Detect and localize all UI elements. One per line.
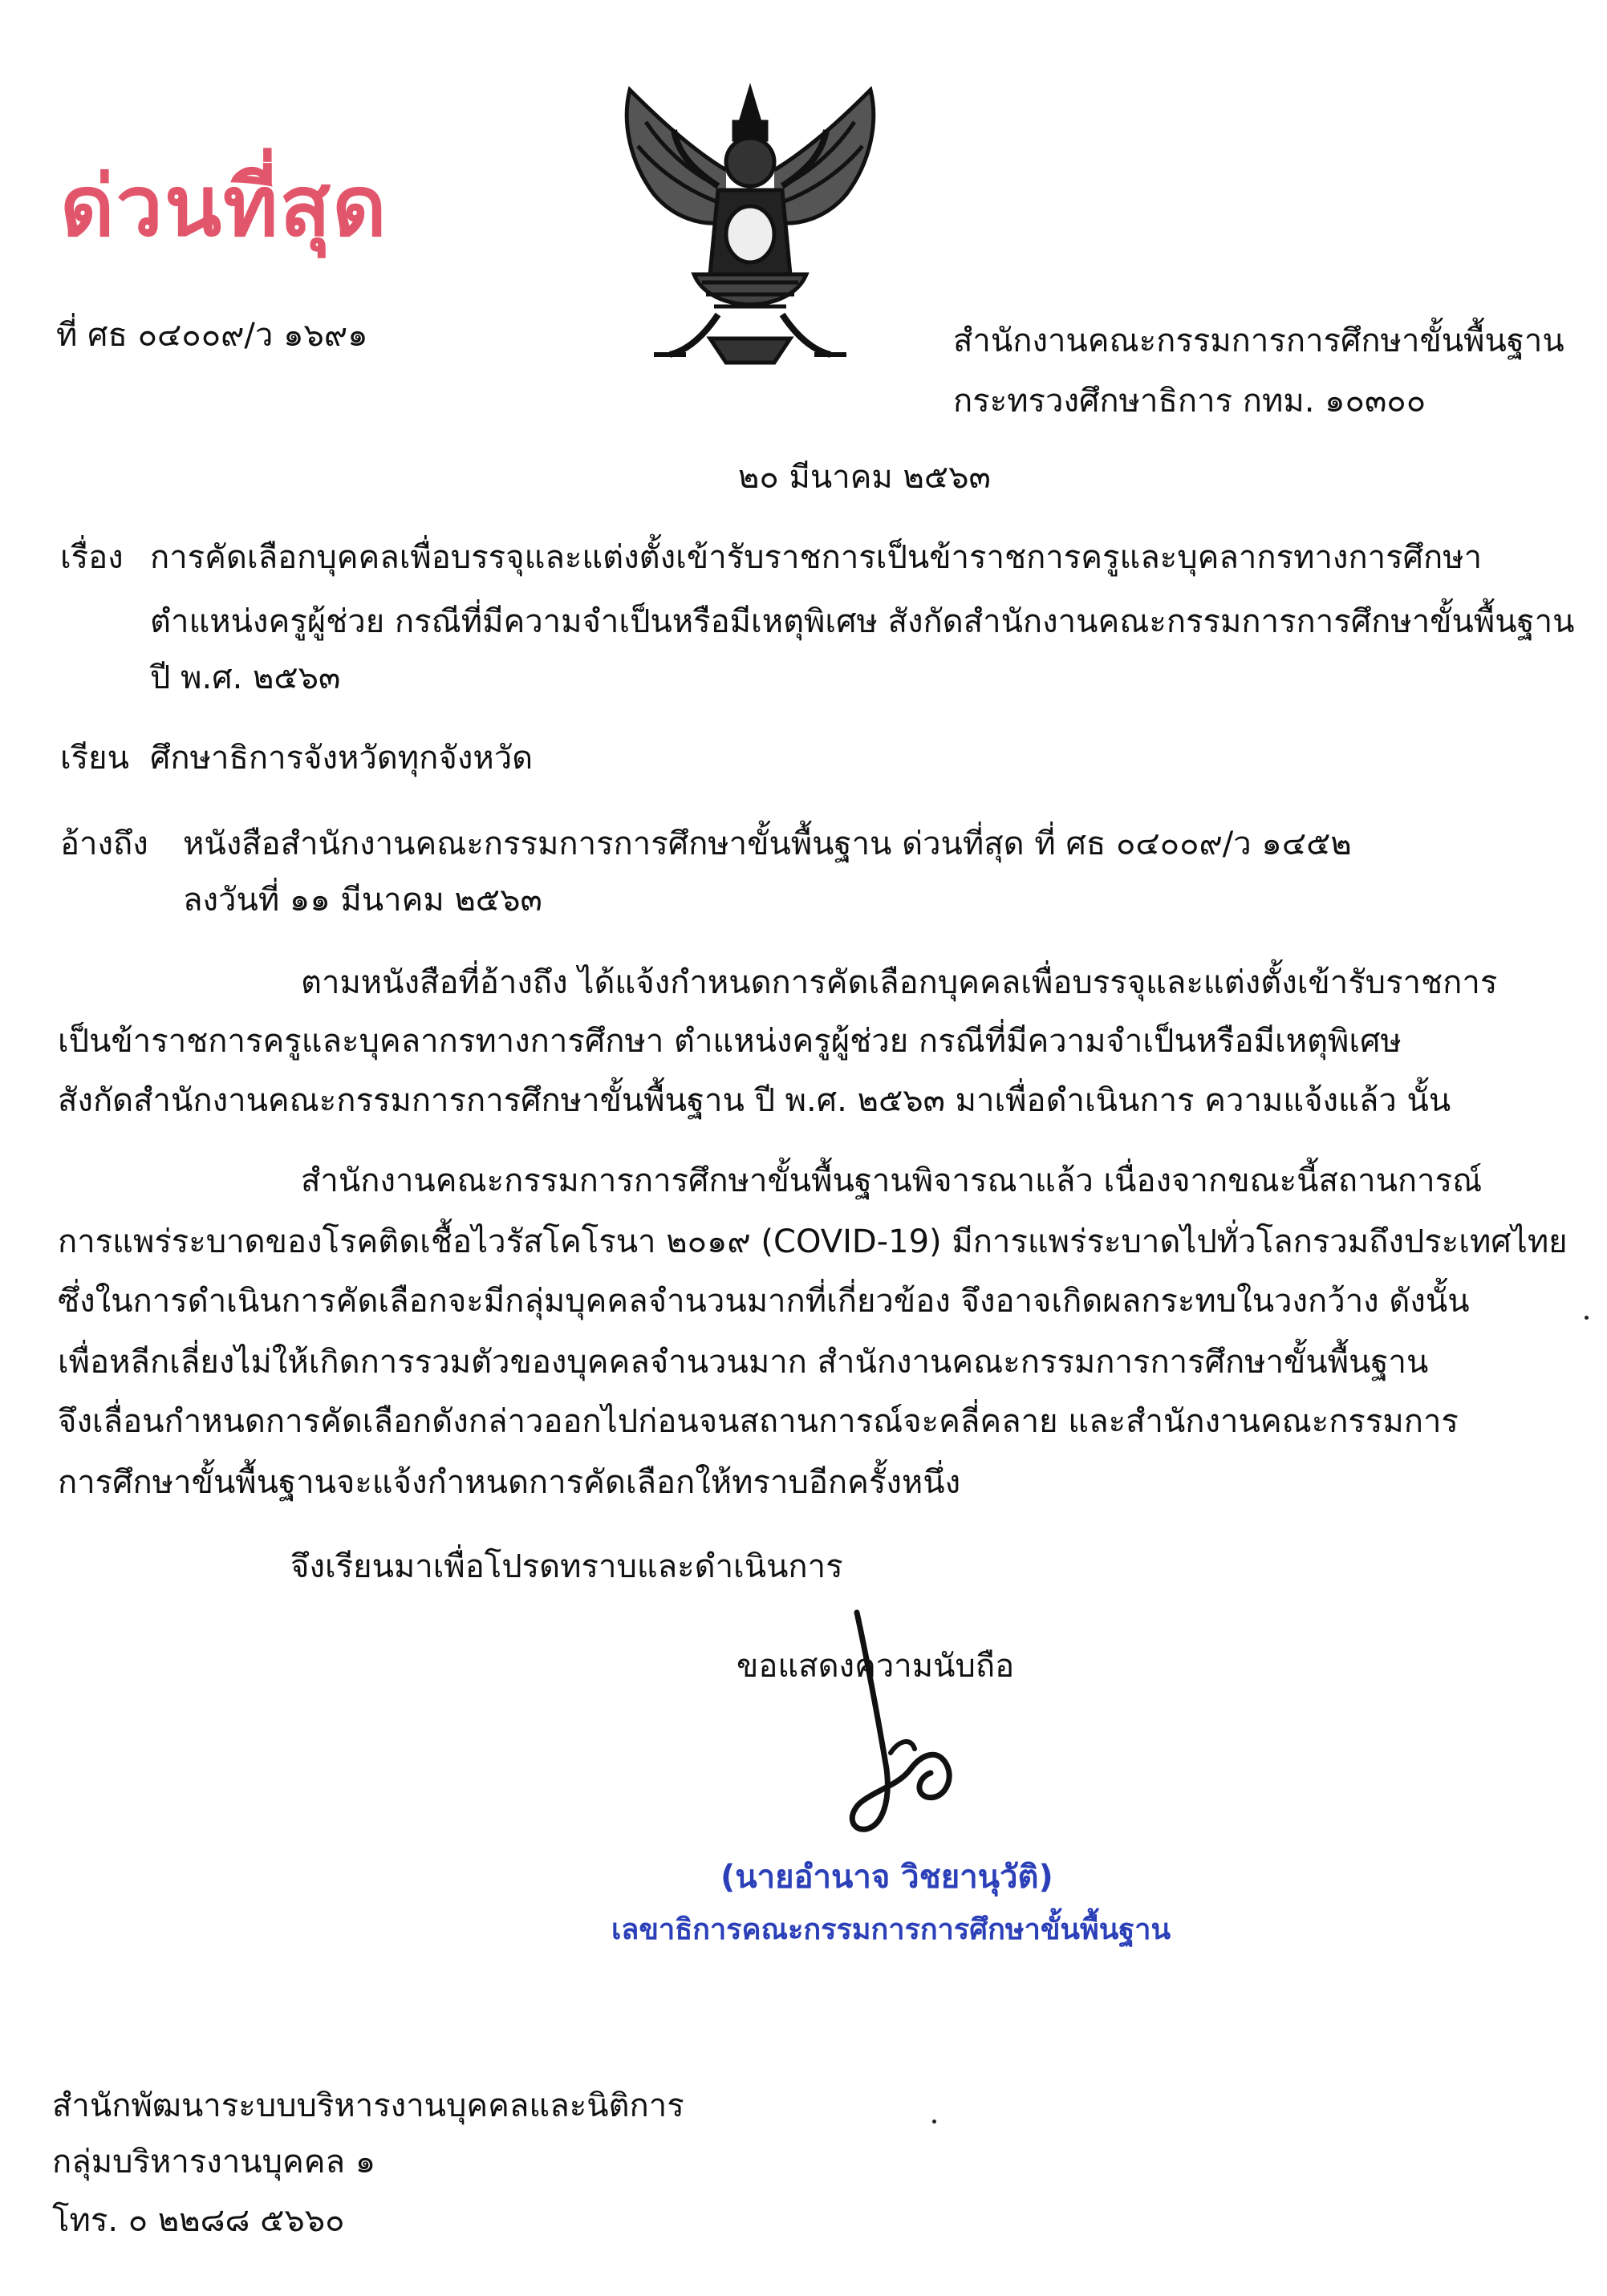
footer-group: กลุ่มบริหารงานบุคคล ๑ <box>52 2144 376 2180</box>
subject-line: ปี พ.ศ. ๒๕๖๓ <box>150 659 341 696</box>
reference-line: ลงวันที่ ๑๑ มีนาคม ๒๕๖๓ <box>183 882 542 919</box>
scan-mark <box>1585 1316 1589 1320</box>
letter-date: ๒๐ มีนาคม ๒๕๖๓ <box>738 459 991 496</box>
closing-line: จึงเรียนมาเพื่อโปรดทราบและดำเนินการ <box>290 1548 843 1585</box>
reference-number: ที่ ศธ ๐๔๐๐๙/ว ๑๖๙๑ <box>56 317 368 354</box>
body-paragraph-line: เป็นข้าราชการครูและบุคลากรทางการศึกษา ตำแหน่งครูผู้ช่วย กรณีที่มีความจำเป็นหรือมีเหตุพิเศษ <box>58 1023 1402 1060</box>
body-paragraph-line: จึงเลื่อนกำหนดการคัดเลือกดังกล่าวออกไปก่อนจนสถานการณ์จะคลี่คลาย และสำนักงานคณะกรรมการ <box>58 1403 1459 1440</box>
subject-line: ตำแหน่งครูผู้ช่วย กรณีที่มีความจำเป็นหรือมีเหตุพิเศษ สังกัดสำนักงานคณะกรรมการการศึกษาขั้นพื้นฐาน <box>150 603 1575 640</box>
agency-name: สำนักงานคณะกรรมการการศึกษาขั้นพื้นฐาน <box>953 322 1564 359</box>
footer-phone: โทร. ๐ ๒๒๘๘ ๕๖๖๐ <box>52 2202 345 2239</box>
subject-label: เรื่อง <box>60 539 124 576</box>
body-paragraph-line: เพื่อหลีกเลี่ยงไม่ให้เกิดการรวมตัวของบุคคลจำนวนมาก สำนักงานคณะกรรมการการศึกษาขั้นพื้นฐาน <box>58 1344 1429 1381</box>
garuda-emblem-icon <box>598 74 903 379</box>
signer-title: เลขาธิการคณะกรรมการการศึกษาขั้นพื้นฐาน <box>611 1913 1171 1946</box>
subject-line: การคัดเลือกบุคคลเพื่อบรรจุและแต่งตั้งเข้ารับราชการเป็นข้าราชการครูและบุคลากรทางการศึกษา <box>150 539 1483 576</box>
recipient: ศึกษาธิการจังหวัดทุกจังหวัด <box>150 740 534 777</box>
agency-address: กระทรวงศึกษาธิการ กทม. ๑๐๓๐๐ <box>953 383 1426 420</box>
regards-line: ขอแสดงความนับถือ <box>737 1648 1015 1685</box>
scan-mark <box>932 2120 936 2124</box>
body-paragraph-line: การแพร่ระบาดของโรคติดเชื้อไวรัสโคโรนา ๒๐๑๙ (COVID-19) มีการแพร่ระบาดไปทั่วโลกรวมถึงประเทศไทย <box>58 1223 1568 1260</box>
body-paragraph-line: สำนักงานคณะกรรมการการศึกษาขั้นพื้นฐานพิจารณาแล้ว เนื่องจากขณะนี้สถานการณ์ <box>301 1162 1483 1199</box>
footer-office: สำนักพัฒนาระบบบริหารงานบุคคลและนิติการ <box>52 2087 684 2124</box>
reference-line: หนังสือสำนักงานคณะกรรมการการศึกษาขั้นพื้นฐาน ด่วนที่สุด ที่ ศธ ๐๔๐๐๙/ว ๑๔๕๒ <box>183 826 1352 862</box>
handwritten-signature-icon <box>834 1608 971 1841</box>
urgency-stamp: ด่วนที่สุด <box>60 157 388 255</box>
recipient-label: เรียน <box>60 740 129 777</box>
body-paragraph-line: ตามหนังสือที่อ้างถึง ได้แจ้งกำหนดการคัดเลือกบุคคลเพื่อบรรจุและแต่งตั้งเข้ารับราชการ <box>301 964 1498 1001</box>
body-paragraph-line: สังกัดสำนักงานคณะกรรมการการศึกษาขั้นพื้นฐาน ปี พ.ศ. ๒๕๖๓ มาเพื่อดำเนินการ ความแจ้งแล้ว นั้น <box>58 1082 1451 1119</box>
body-paragraph-line: การศึกษาขั้นพื้นฐานจะแจ้งกำหนดการคัดเลือกให้ทราบอีกครั้งหนึ่ง <box>58 1464 961 1501</box>
signer-name: (นายอำนาจ วิชยานุวัติ) <box>720 1859 1053 1896</box>
reference-label: อ้างถึง <box>60 826 148 862</box>
body-paragraph-line: ซึ่งในการดำเนินการคัดเลือกจะมีกลุ่มบุคคลจำนวนมากที่เกี่ยวข้อง จึงอาจเกิดผลกระทบในวงกว้าง ดังนั้น <box>58 1283 1470 1320</box>
